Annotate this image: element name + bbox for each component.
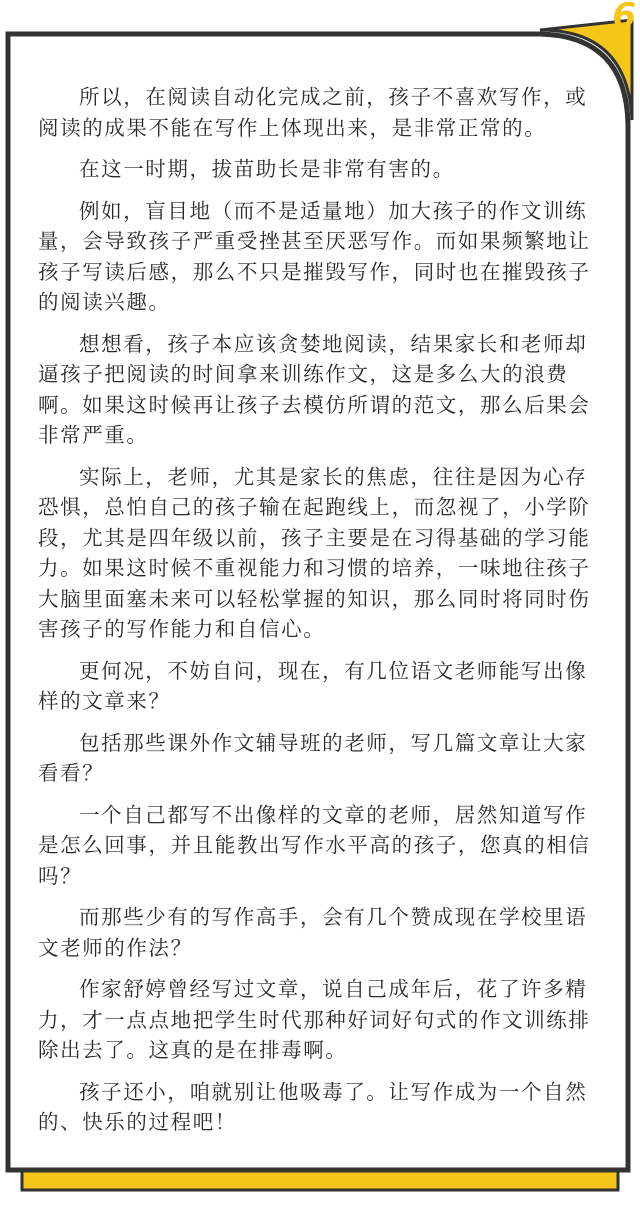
paragraph: 所以，在阅读自动化完成之前，孩子不喜欢写作，或阅读的成果不能在写作上体现出来，是非常正常的。 (38, 85, 588, 140)
page-number: 6 (612, 0, 636, 36)
paragraph: 而那些少有的写作高手，会有几个赞成现在学校里语文老师的作法？ (38, 905, 588, 960)
article-body (38, 82, 593, 1149)
paragraph: 孩子还小，咱就别让他吸毒了。让写作成为一个自然的、快乐的过程吧！ (38, 1079, 588, 1134)
paragraph: 作家舒婷曾经写过文章，说自己成年后，花了许多精力，才一点点地把学生时代那种好词好句式的作文训练排除出去了。这真的是在排毒啊。 (38, 977, 591, 1062)
paragraph: 想想看，孩子本应该贪婪地阅读，结果家长和老师却逼孩子把阅读的时间拿来训练作文，这是多么大的浪费啊。如果这时候再让孩子去模仿所谓的范文，那么后果会非常严重。 (38, 331, 591, 447)
paragraph: 更何况，不妨自问，现在，有几位语文老师能写出像样的文章来？ (38, 658, 588, 713)
paragraph: 在这一时期，拔苗助长是非常有害的。 (79, 157, 455, 181)
paragraph: 例如，盲目地（而不是适量地）加大孩子的作文训练量，会导致孩子严重受挫甚至厌恶写作。而如果频繁地让孩子写读后感，那么不只是摧毁写作，同时也在摧毁孩子的阅读兴趣。 (38, 198, 591, 314)
paragraph: 包括那些课外作文辅导班的老师，写几篇文章让大家看看？ (38, 730, 588, 785)
paragraph: 实际上，老师，尤其是家长的焦虑，往往是因为心存恐惧，总怕自己的孩子输在起跑线上，而忽视了，小学阶段，尤其是四年级以前，孩子主要是在习得基础的学习能力。如果这时候不重视能力和习惯的培养，一味地往孩子大脑里面塞未来可以轻松掌握的知识，那么同时将同时伤害孩子的写作能力和自信心。 (38, 464, 591, 641)
paragraph: 一个自己都写不出像样的文章的老师，居然知道写作是怎么回事，并且能教出写作水平高的孩子，您真的相信吗？ (38, 802, 591, 888)
